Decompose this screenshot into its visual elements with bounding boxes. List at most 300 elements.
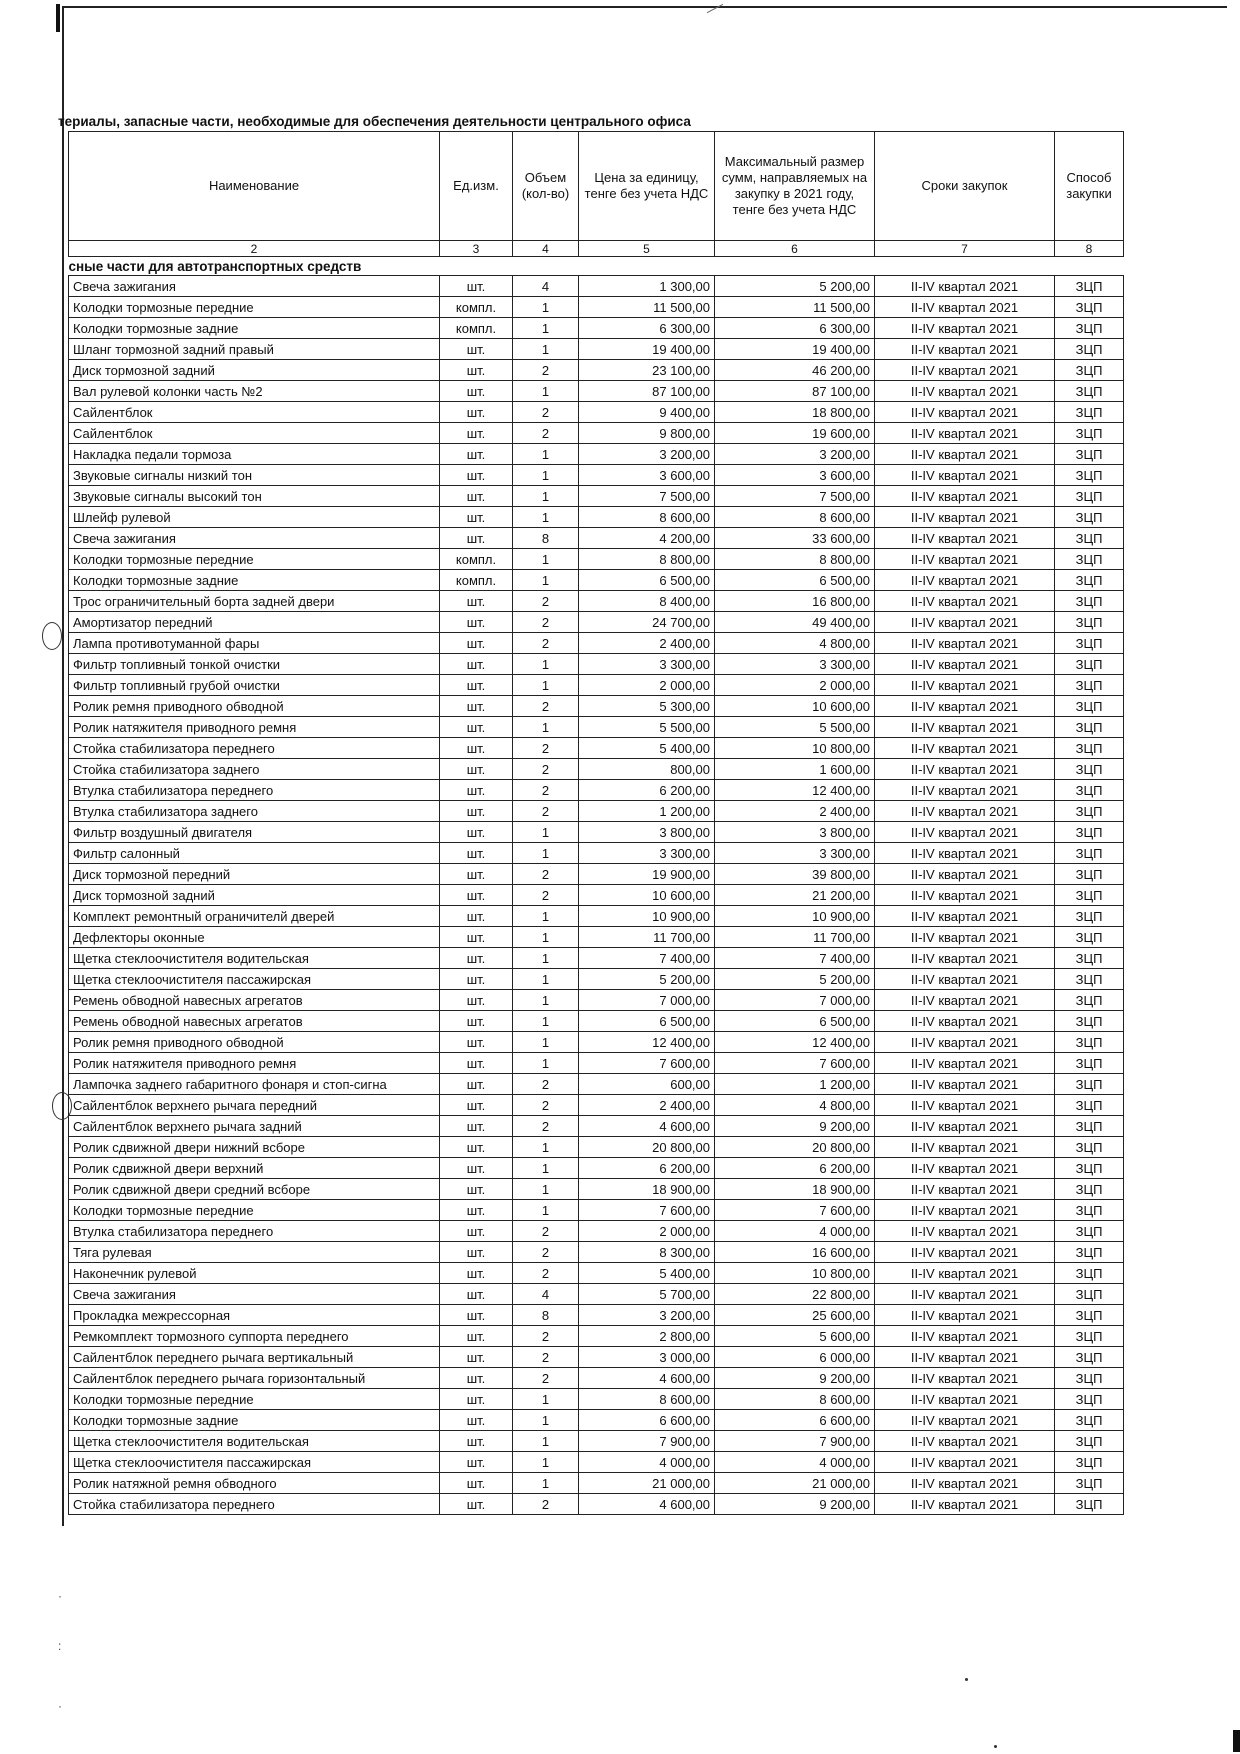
item-name: Накладка педали тормоза — [69, 444, 440, 465]
item-qty: 2 — [513, 1326, 579, 1347]
item-unit: шт. — [440, 1410, 513, 1431]
item-total: 39 800,00 — [715, 864, 875, 885]
item-unit-price: 10 900,00 — [579, 906, 715, 927]
table-row — [69, 864, 1124, 885]
item-name: Прокладка межрессорная — [69, 1305, 440, 1326]
item-name: Колодки тормозные задние — [69, 1410, 440, 1431]
item-qty: 2 — [513, 1494, 579, 1515]
item-qty: 1 — [513, 318, 579, 339]
table-row — [69, 465, 1124, 486]
table-row — [69, 822, 1124, 843]
item-name: Ремень обводной навесных агрегатов — [69, 1011, 440, 1032]
item-unit-price: 2 400,00 — [579, 1095, 715, 1116]
item-total: 7 600,00 — [715, 1053, 875, 1074]
item-qty: 1 — [513, 1053, 579, 1074]
item-name: Ролик ремня приводного обводной — [69, 1032, 440, 1053]
item-method: ЗЦП — [1055, 591, 1124, 612]
item-qty: 1 — [513, 570, 579, 591]
item-method: ЗЦП — [1055, 507, 1124, 528]
item-name: Колодки тормозные передние — [69, 1389, 440, 1410]
item-total: 4 800,00 — [715, 633, 875, 654]
table-row — [69, 318, 1124, 339]
column-number-row — [69, 241, 1124, 257]
item-total: 5 600,00 — [715, 1326, 875, 1347]
item-unit-price: 8 800,00 — [579, 549, 715, 570]
item-name: Втулка стабилизатора заднего — [69, 801, 440, 822]
item-unit: шт. — [440, 948, 513, 969]
item-total: 6 000,00 — [715, 1347, 875, 1368]
item-period: II-IV квартал 2021 — [875, 885, 1055, 906]
table-row — [69, 402, 1124, 423]
item-qty: 2 — [513, 1368, 579, 1389]
item-qty: 1 — [513, 339, 579, 360]
item-name: Свеча зажигания — [69, 1284, 440, 1305]
item-unit-price: 4 600,00 — [579, 1368, 715, 1389]
item-total: 46 200,00 — [715, 360, 875, 381]
scan-edge-top — [62, 6, 1227, 8]
item-qty: 4 — [513, 1284, 579, 1305]
table-row — [69, 570, 1124, 591]
item-unit: шт. — [440, 1074, 513, 1095]
item-unit-price: 12 400,00 — [579, 1032, 715, 1053]
table-row — [69, 738, 1124, 759]
column-number: 5 — [579, 241, 715, 257]
item-method: ЗЦП — [1055, 1389, 1124, 1410]
item-period: II-IV квартал 2021 — [875, 318, 1055, 339]
item-name: Дефлекторы оконные — [69, 927, 440, 948]
item-method: ЗЦП — [1055, 381, 1124, 402]
item-total: 9 200,00 — [715, 1116, 875, 1137]
item-period: II-IV квартал 2021 — [875, 864, 1055, 885]
item-unit: шт. — [440, 1326, 513, 1347]
procurement-table — [68, 131, 1124, 1515]
item-name: Втулка стабилизатора переднего — [69, 780, 440, 801]
item-method: ЗЦП — [1055, 633, 1124, 654]
item-unit-price: 3 600,00 — [579, 465, 715, 486]
table-row — [69, 675, 1124, 696]
item-name: Комплект ремонтный ограничителй дверей — [69, 906, 440, 927]
item-method: ЗЦП — [1055, 822, 1124, 843]
item-unit-price: 3 800,00 — [579, 822, 715, 843]
scan-speck — [994, 1745, 997, 1748]
item-total: 2 400,00 — [715, 801, 875, 822]
item-unit-price: 2 400,00 — [579, 633, 715, 654]
item-period: II-IV квартал 2021 — [875, 1158, 1055, 1179]
item-method: ЗЦП — [1055, 1263, 1124, 1284]
item-method: ЗЦП — [1055, 1158, 1124, 1179]
scan-speck — [965, 1678, 968, 1681]
item-unit: шт. — [440, 1179, 513, 1200]
item-name: Ремень обводной навесных агрегатов — [69, 990, 440, 1011]
item-unit-price: 6 300,00 — [579, 318, 715, 339]
item-unit-price: 23 100,00 — [579, 360, 715, 381]
item-period: II-IV квартал 2021 — [875, 1242, 1055, 1263]
item-period: II-IV квартал 2021 — [875, 948, 1055, 969]
item-method: ЗЦП — [1055, 948, 1124, 969]
item-total: 6 500,00 — [715, 1011, 875, 1032]
item-total: 9 200,00 — [715, 1368, 875, 1389]
item-name: Ремкомплект тормозного суппорта переднего — [69, 1326, 440, 1347]
header-row — [69, 132, 1124, 241]
item-name: Фильтр воздушный двигателя — [69, 822, 440, 843]
item-method: ЗЦП — [1055, 738, 1124, 759]
item-total: 1 600,00 — [715, 759, 875, 780]
item-name: Звуковые сигналы низкий тон — [69, 465, 440, 486]
item-method: ЗЦП — [1055, 717, 1124, 738]
item-method: ЗЦП — [1055, 570, 1124, 591]
item-name: Диск тормозной задний — [69, 885, 440, 906]
scan-corner-mark — [56, 4, 60, 32]
table-row — [69, 1011, 1124, 1032]
item-method: ЗЦП — [1055, 549, 1124, 570]
item-period: II-IV квартал 2021 — [875, 654, 1055, 675]
table-row — [69, 654, 1124, 675]
item-total: 9 200,00 — [715, 1494, 875, 1515]
item-unit: компл. — [440, 570, 513, 591]
item-qty: 2 — [513, 759, 579, 780]
item-unit-price: 6 200,00 — [579, 780, 715, 801]
table-row — [69, 1326, 1124, 1347]
item-method: ЗЦП — [1055, 906, 1124, 927]
item-period: II-IV квартал 2021 — [875, 549, 1055, 570]
item-unit: шт. — [440, 864, 513, 885]
table-row — [69, 612, 1124, 633]
item-qty: 2 — [513, 591, 579, 612]
item-total: 18 800,00 — [715, 402, 875, 423]
item-method: ЗЦП — [1055, 927, 1124, 948]
item-qty: 1 — [513, 465, 579, 486]
item-name: Сайлентблок — [69, 402, 440, 423]
table-row — [69, 1452, 1124, 1473]
item-unit: шт. — [440, 276, 513, 297]
item-name: Сайлентблок верхнего рычага задний — [69, 1116, 440, 1137]
table-row — [69, 1200, 1124, 1221]
item-unit: шт. — [440, 654, 513, 675]
item-unit: шт. — [440, 927, 513, 948]
header-unit: Ед.изм. — [440, 132, 513, 241]
item-method: ЗЦП — [1055, 1179, 1124, 1200]
item-unit-price: 800,00 — [579, 759, 715, 780]
item-unit-price: 2 000,00 — [579, 675, 715, 696]
item-name: Вал рулевой колонки часть №2 — [69, 381, 440, 402]
item-method: ЗЦП — [1055, 1221, 1124, 1242]
table-row — [69, 1074, 1124, 1095]
item-period: II-IV квартал 2021 — [875, 423, 1055, 444]
item-unit-price: 11 500,00 — [579, 297, 715, 318]
item-period: II-IV квартал 2021 — [875, 822, 1055, 843]
item-name: Звуковые сигналы высокий тон — [69, 486, 440, 507]
item-name: Шлейф рулевой — [69, 507, 440, 528]
item-name: Сайлентблок — [69, 423, 440, 444]
item-name: Ролик сдвижной двери верхний — [69, 1158, 440, 1179]
item-method: ЗЦП — [1055, 423, 1124, 444]
item-method: ЗЦП — [1055, 1095, 1124, 1116]
item-name: Щетка стеклоочистителя водительская — [69, 1431, 440, 1452]
item-total: 5 200,00 — [715, 276, 875, 297]
item-qty: 1 — [513, 486, 579, 507]
table-row — [69, 1116, 1124, 1137]
table-row — [69, 507, 1124, 528]
item-name: Шланг тормозной задний правый — [69, 339, 440, 360]
table-row — [69, 1494, 1124, 1515]
item-unit-price: 4 200,00 — [579, 528, 715, 549]
item-unit: шт. — [440, 1095, 513, 1116]
item-method: ЗЦП — [1055, 528, 1124, 549]
table-row — [69, 1347, 1124, 1368]
item-qty: 2 — [513, 738, 579, 759]
scan-speck: · — [58, 1699, 62, 1713]
item-method: ЗЦП — [1055, 1473, 1124, 1494]
item-total: 3 300,00 — [715, 654, 875, 675]
item-unit-price: 6 200,00 — [579, 1158, 715, 1179]
table-row — [69, 339, 1124, 360]
item-method: ЗЦП — [1055, 675, 1124, 696]
item-qty: 1 — [513, 906, 579, 927]
item-total: 8 600,00 — [715, 507, 875, 528]
item-method: ЗЦП — [1055, 1347, 1124, 1368]
item-unit-price: 5 300,00 — [579, 696, 715, 717]
item-total: 11 500,00 — [715, 297, 875, 318]
item-period: II-IV квартал 2021 — [875, 801, 1055, 822]
item-name: Сайлентблок переднего рычага вертикальный — [69, 1347, 440, 1368]
item-method: ЗЦП — [1055, 1032, 1124, 1053]
table-row — [69, 297, 1124, 318]
item-name: Стойка стабилизатора переднего — [69, 1494, 440, 1515]
item-qty: 1 — [513, 1200, 579, 1221]
item-unit-price: 8 300,00 — [579, 1242, 715, 1263]
item-qty: 1 — [513, 549, 579, 570]
item-unit-price: 11 700,00 — [579, 927, 715, 948]
item-name: Фильтр топливный тонкой очистки — [69, 654, 440, 675]
item-method: ЗЦП — [1055, 969, 1124, 990]
item-method: ЗЦП — [1055, 486, 1124, 507]
item-name: Колодки тормозные задние — [69, 318, 440, 339]
item-unit-price: 3 300,00 — [579, 843, 715, 864]
item-qty: 1 — [513, 507, 579, 528]
item-name: Диск тормозной задний — [69, 360, 440, 381]
item-method: ЗЦП — [1055, 402, 1124, 423]
item-qty: 2 — [513, 1221, 579, 1242]
item-qty: 1 — [513, 1431, 579, 1452]
item-unit: шт. — [440, 1032, 513, 1053]
item-qty: 2 — [513, 1116, 579, 1137]
item-method: ЗЦП — [1055, 654, 1124, 675]
item-period: II-IV квартал 2021 — [875, 360, 1055, 381]
item-total: 3 800,00 — [715, 822, 875, 843]
item-qty: 1 — [513, 381, 579, 402]
item-unit: шт. — [440, 1011, 513, 1032]
item-qty: 2 — [513, 696, 579, 717]
item-name: Сайлентблок верхнего рычага передний — [69, 1095, 440, 1116]
column-number: 4 — [513, 241, 579, 257]
table-row — [69, 801, 1124, 822]
item-unit: шт. — [440, 1473, 513, 1494]
item-unit-price: 5 500,00 — [579, 717, 715, 738]
item-unit: компл. — [440, 297, 513, 318]
punch-hole-mark — [42, 622, 62, 650]
item-total: 12 400,00 — [715, 1032, 875, 1053]
table-row — [69, 1095, 1124, 1116]
item-unit: шт. — [440, 738, 513, 759]
item-total: 4 800,00 — [715, 1095, 875, 1116]
item-unit-price: 7 600,00 — [579, 1200, 715, 1221]
item-total: 19 400,00 — [715, 339, 875, 360]
item-name: Фильтр топливный грубой очистки — [69, 675, 440, 696]
item-unit: шт. — [440, 1389, 513, 1410]
item-method: ЗЦП — [1055, 1452, 1124, 1473]
item-period: II-IV квартал 2021 — [875, 780, 1055, 801]
item-unit-price: 9 400,00 — [579, 402, 715, 423]
item-total: 10 900,00 — [715, 906, 875, 927]
item-unit-price: 2 000,00 — [579, 1221, 715, 1242]
item-period: II-IV квартал 2021 — [875, 1494, 1055, 1515]
item-name: Амортизатор передний — [69, 612, 440, 633]
item-qty: 2 — [513, 780, 579, 801]
item-total: 12 400,00 — [715, 780, 875, 801]
item-qty: 1 — [513, 948, 579, 969]
item-qty: 2 — [513, 1074, 579, 1095]
item-qty: 4 — [513, 276, 579, 297]
item-total: 6 500,00 — [715, 570, 875, 591]
table-row — [69, 1053, 1124, 1074]
table-row — [69, 1305, 1124, 1326]
table-row — [69, 969, 1124, 990]
item-unit-price: 87 100,00 — [579, 381, 715, 402]
item-unit: компл. — [440, 318, 513, 339]
item-total: 7 000,00 — [715, 990, 875, 1011]
item-unit-price: 20 800,00 — [579, 1137, 715, 1158]
item-method: ЗЦП — [1055, 1494, 1124, 1515]
item-period: II-IV квартал 2021 — [875, 465, 1055, 486]
item-unit-price: 4 600,00 — [579, 1494, 715, 1515]
table-row — [69, 1368, 1124, 1389]
item-period: II-IV квартал 2021 — [875, 1263, 1055, 1284]
table-row — [69, 948, 1124, 969]
item-period: II-IV квартал 2021 — [875, 696, 1055, 717]
item-name: Колодки тормозные передние — [69, 549, 440, 570]
item-total: 87 100,00 — [715, 381, 875, 402]
item-unit-price: 10 600,00 — [579, 885, 715, 906]
table-row — [69, 528, 1124, 549]
header-total: Максимальный размер сумм, направляемых на закупку в 2021 году, тенге без учета НДС — [715, 132, 875, 241]
item-method: ЗЦП — [1055, 1305, 1124, 1326]
item-qty: 1 — [513, 654, 579, 675]
item-method: ЗЦП — [1055, 780, 1124, 801]
column-number: 6 — [715, 241, 875, 257]
table-body — [69, 257, 1124, 1515]
item-method: ЗЦП — [1055, 885, 1124, 906]
scan-speck: : — [58, 1639, 62, 1653]
item-unit-price: 7 900,00 — [579, 1431, 715, 1452]
table-row — [69, 1473, 1124, 1494]
item-total: 5 200,00 — [715, 969, 875, 990]
scan-edge-mark — [1233, 1730, 1240, 1752]
item-total: 49 400,00 — [715, 612, 875, 633]
item-name: Стойка стабилизатора переднего — [69, 738, 440, 759]
item-period: II-IV квартал 2021 — [875, 1095, 1055, 1116]
item-method: ЗЦП — [1055, 801, 1124, 822]
item-unit-price: 1 200,00 — [579, 801, 715, 822]
item-period: II-IV квартал 2021 — [875, 591, 1055, 612]
item-qty: 1 — [513, 1179, 579, 1200]
item-period: II-IV квартал 2021 — [875, 402, 1055, 423]
item-name: Наконечник рулевой — [69, 1263, 440, 1284]
item-unit: шт. — [440, 444, 513, 465]
item-qty: 1 — [513, 969, 579, 990]
item-period: II-IV квартал 2021 — [875, 1305, 1055, 1326]
item-unit: шт. — [440, 1305, 513, 1326]
item-period: II-IV квартал 2021 — [875, 1452, 1055, 1473]
item-qty: 2 — [513, 402, 579, 423]
item-period: II-IV квартал 2021 — [875, 1053, 1055, 1074]
item-name: Трос ограничительный борта задней двери — [69, 591, 440, 612]
item-period: II-IV квартал 2021 — [875, 1473, 1055, 1494]
item-name: Стойка стабилизатора заднего — [69, 759, 440, 780]
item-unit-price: 7 000,00 — [579, 990, 715, 1011]
item-unit: шт. — [440, 1263, 513, 1284]
item-total: 21 200,00 — [715, 885, 875, 906]
item-unit-price: 8 600,00 — [579, 1389, 715, 1410]
item-qty: 2 — [513, 801, 579, 822]
item-period: II-IV квартал 2021 — [875, 486, 1055, 507]
item-qty: 1 — [513, 297, 579, 318]
item-unit-price: 21 000,00 — [579, 1473, 715, 1494]
item-period: II-IV квартал 2021 — [875, 1074, 1055, 1095]
item-method: ЗЦП — [1055, 1116, 1124, 1137]
table-row — [69, 633, 1124, 654]
table-row — [69, 276, 1124, 297]
item-unit-price: 8 600,00 — [579, 507, 715, 528]
item-method: ЗЦП — [1055, 864, 1124, 885]
item-method: ЗЦП — [1055, 696, 1124, 717]
table-row — [69, 990, 1124, 1011]
item-unit-price: 7 600,00 — [579, 1053, 715, 1074]
item-method: ЗЦП — [1055, 1410, 1124, 1431]
item-name: Лампочка заднего габаритного фонаря и стоп-сигна — [69, 1074, 440, 1095]
item-unit: шт. — [440, 717, 513, 738]
table-row — [69, 717, 1124, 738]
item-total: 3 600,00 — [715, 465, 875, 486]
item-total: 25 600,00 — [715, 1305, 875, 1326]
item-qty: 1 — [513, 717, 579, 738]
item-total: 8 800,00 — [715, 549, 875, 570]
item-method: ЗЦП — [1055, 339, 1124, 360]
item-period: II-IV квартал 2021 — [875, 507, 1055, 528]
item-total: 7 900,00 — [715, 1431, 875, 1452]
item-total: 10 600,00 — [715, 696, 875, 717]
item-period: II-IV квартал 2021 — [875, 276, 1055, 297]
item-period: II-IV квартал 2021 — [875, 1011, 1055, 1032]
column-number: 8 — [1055, 241, 1124, 257]
item-unit: шт. — [440, 801, 513, 822]
item-method: ЗЦП — [1055, 444, 1124, 465]
item-unit: шт. — [440, 1137, 513, 1158]
item-total: 6 600,00 — [715, 1410, 875, 1431]
item-method: ЗЦП — [1055, 612, 1124, 633]
item-method: ЗЦП — [1055, 1242, 1124, 1263]
item-unit: шт. — [440, 360, 513, 381]
section-heading: териалы, запасные части, необходимые для обеспечения деятельности центрального офиса — [58, 114, 691, 129]
item-period: II-IV квартал 2021 — [875, 1179, 1055, 1200]
item-total: 19 600,00 — [715, 423, 875, 444]
item-qty: 1 — [513, 822, 579, 843]
item-unit-price: 7 500,00 — [579, 486, 715, 507]
item-period: II-IV квартал 2021 — [875, 843, 1055, 864]
item-unit: шт. — [440, 1494, 513, 1515]
item-unit-price: 4 600,00 — [579, 1116, 715, 1137]
item-total: 6 200,00 — [715, 1158, 875, 1179]
item-period: II-IV квартал 2021 — [875, 738, 1055, 759]
